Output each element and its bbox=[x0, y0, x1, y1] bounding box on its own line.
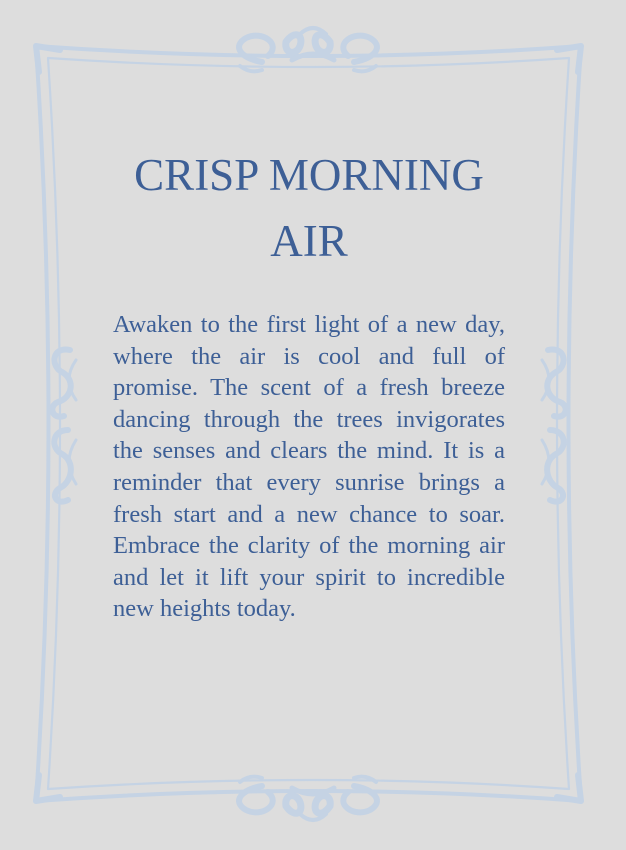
scroll-flourish-icon bbox=[239, 777, 377, 820]
s-curl-icon bbox=[542, 349, 566, 501]
scroll-flourish-icon bbox=[239, 28, 377, 71]
body-paragraph: Awaken to the first light of a new day, where the air is cool and full of promise. The scent of a fresh breeze dancing through the trees invigorates the senses and clears the mind. It is a reminder that every sunrise brings a fresh start and a new chance to soar. Embrace the clarity of the morning air and let it lift your spirit to incredible new heights today. bbox=[113, 311, 505, 623]
s-curl-icon bbox=[52, 349, 76, 501]
page-title: CRISP MORNING AIR bbox=[134, 150, 484, 266]
